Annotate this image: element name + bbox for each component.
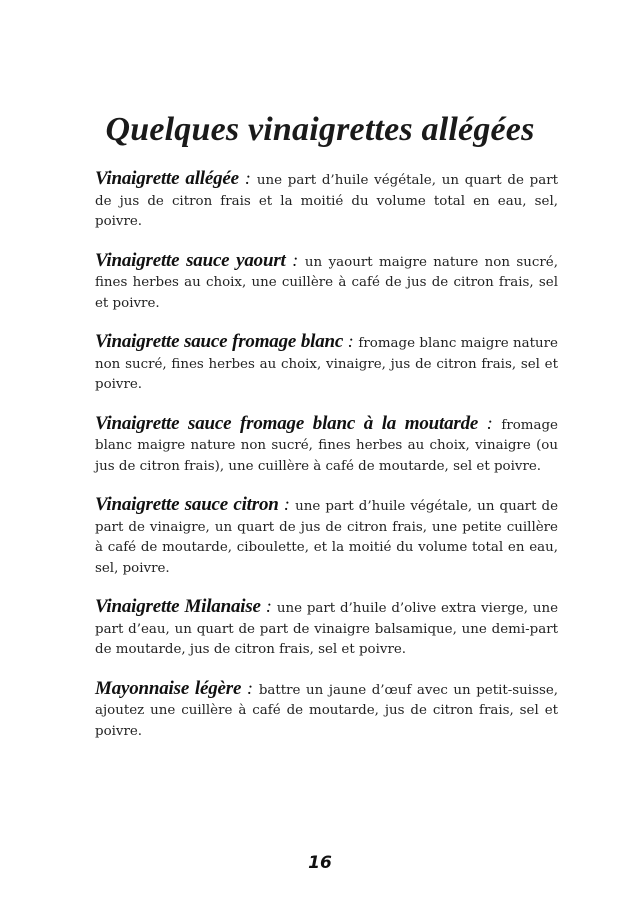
recipe-name: Vinaigrette Milanaise [95,596,261,617]
recipe-description: battre un jaune d’œuf avec un petit-suisse, ajoutez une cuillère à café de moutarde, jus de citron frais, sel et poivre. [95,682,559,739]
recipe-description: une part d’huile végétale, un quart de part de vinaigre, un quart de jus de citron frais, une petite cuillère à café de moutarde, ciboulette, et la moitié du volume total en eau, sel, poivre. [95,499,558,576]
recipe-separator: : [343,331,359,351]
recipe-description: fromage blanc maigre nature non sucré, fines herbes au choix, vinaigre (ou jus de citron frais), une cuillère à café de moutarde, sel et poivre. [95,417,558,474]
recipe-list [95,168,558,759]
recipe-separator: : [478,412,502,433]
recipe-vinaigrette-milanaise [95,596,558,661]
recipe-description: une part d’huile végétale, un quart de part de jus de citron frais et la moitié du volume total en eau, sel, poivre. [95,173,559,229]
recipe-separator: : [285,249,305,270]
recipe-separator: : [238,168,257,188]
recipe-description: fromage blanc maigre nature non sucré, fines herbes au choix, vinaigre, jus de citron frais, sel et poivre. [95,336,558,392]
recipe-name: Mayonnaise légère [95,677,242,699]
recipe-separator: : [278,494,296,514]
recipe-vinaigrette-sauce-fromage-blanc [95,331,558,396]
recipe-vinaigrette-sauce-citron [95,494,558,579]
recipe-vinaigrette-sauce-yaourt [95,250,558,315]
recipe-mayonnaise-legere [95,678,558,743]
page-number: 16 [308,853,332,873]
recipe-name: Vinaigrette allégée [95,168,239,189]
page-title: Quelques vinaigrettes allégées [105,110,535,148]
recipe-separator: : [241,677,259,698]
recipe-name: Vinaigrette sauce yaourt [95,249,286,271]
recipe-name: Vinaigrette sauce fromage blanc [95,331,344,352]
recipe-vinaigrette-allegee [95,168,558,233]
recipe-name: Vinaigrette sauce citron [95,494,279,515]
recipe-name: Vinaigrette sauce fromage blanc à la moutarde [95,412,479,434]
recipe-vinaigrette-fromage-blanc-moutarde [95,413,558,478]
recipe-description: une part d’huile d’olive extra vierge, une part d’eau, un quart de part de vinaigre balsamique, une demi-part de moutarde, jus de citron frais, sel et poivre. [95,601,558,657]
recipe-separator: : [260,596,277,616]
recipe-description: un yaourt maigre nature non sucré, fines herbes au choix, une cuillère à café de jus de citron frais, sel et poivre. [95,254,558,311]
